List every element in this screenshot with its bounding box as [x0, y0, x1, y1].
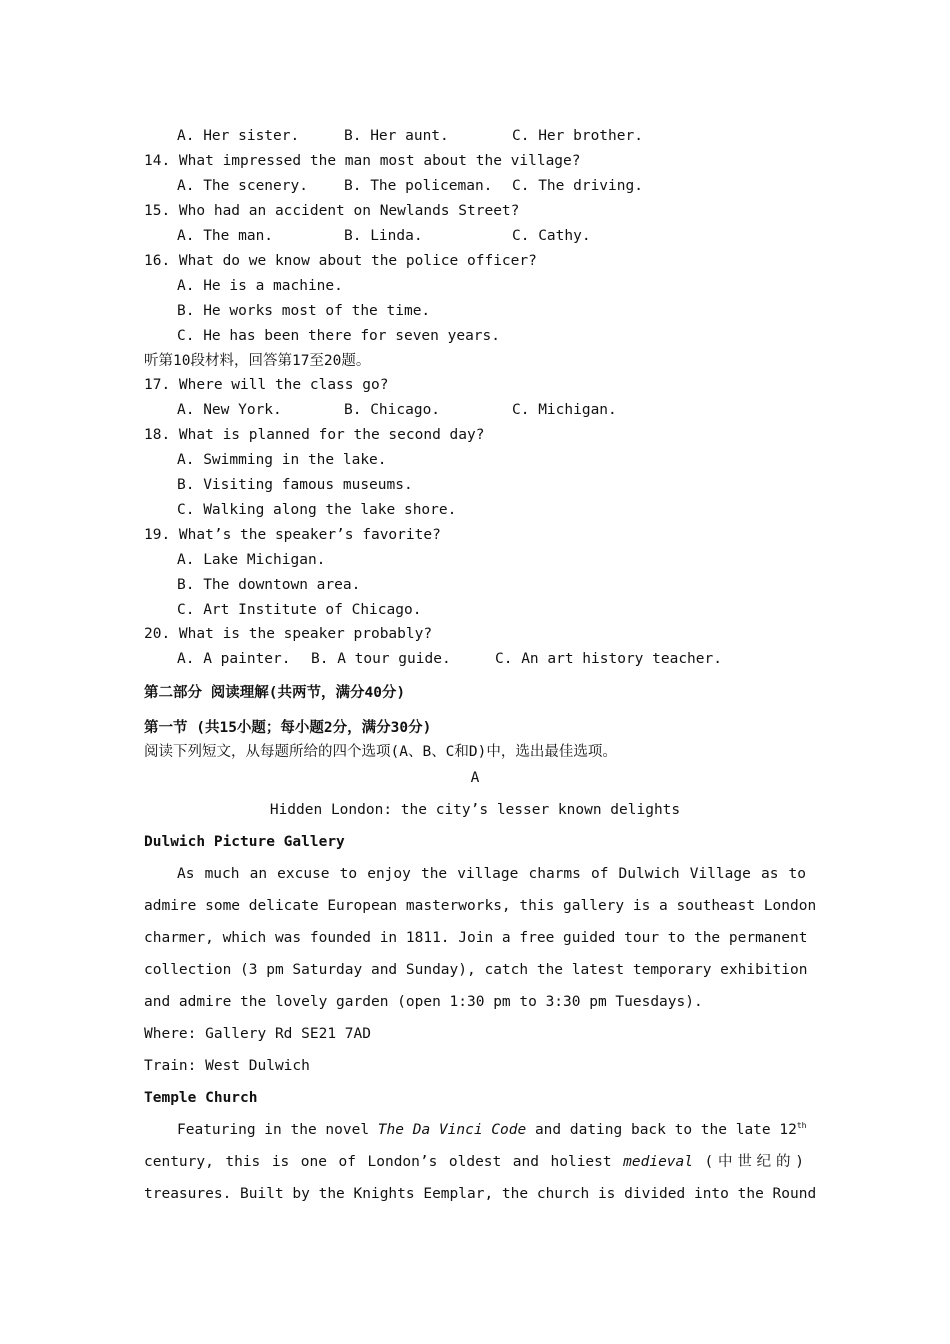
q16-question: 16. What do we know about the police officer? [144, 253, 537, 269]
q15-options [177, 224, 806, 249]
q16-option-a: A. He is a machine. [177, 278, 343, 294]
q14-option-a: A. The scenery. [177, 178, 308, 194]
temple-paragraph-line [144, 1146, 806, 1178]
q15-option-b: B. Linda. [344, 228, 423, 244]
q20-option-a: A. A painter. [177, 651, 291, 667]
temple-paragraph-line [177, 1114, 806, 1146]
temple-line1-text: Featuring in the novel [177, 1122, 370, 1138]
gallery-paragraph-line: collection (3 pm Saturday and Sunday), catch the latest temporary exhibition [144, 962, 808, 978]
gallery-paragraph-line: and admire the lovely garden (open 1:30 pm to 3:30 pm Tuesdays). [144, 994, 703, 1010]
q15-question: 15. Who had an accident on Newlands Street? [144, 203, 520, 219]
gallery-paragraph-line: admire some delicate European masterworks, this gallery is a southeast London [144, 898, 817, 914]
q19-option-b: B. The downtown area. [177, 577, 361, 593]
q18-option-c: C. Walking along the lake shore. [177, 502, 457, 518]
q16-option-b: B. He works most of the time. [177, 303, 431, 319]
q19-option-a: A. Lake Michigan. [177, 552, 326, 568]
medieval-gloss: (中世纪的) [704, 1154, 806, 1170]
q17-option-b: B. Chicago. [344, 402, 441, 418]
temple-paragraph-line: treasures. Built by the Knights Eemplar, the church is divided into the Round [144, 1186, 817, 1202]
passage-title: Hidden London: the city’s lesser known delights [269, 802, 681, 818]
q17-options [177, 398, 806, 423]
gallery-train: Train: West Dulwich [144, 1058, 310, 1074]
temple-line2-text: century, this is one of London’s oldest and holiest [144, 1154, 612, 1170]
gallery-paragraph-line: charmer, which was founded in 1811. Join a free guided tour to the permanent [144, 930, 808, 946]
q19-question: 19. What’s the speaker’s favorite? [144, 527, 441, 543]
q17-question: 17. Where will the class go? [144, 377, 389, 393]
q20-question: 20. What is the speaker probably? [144, 626, 433, 642]
q18-question: 18. What is planned for the second day? [144, 427, 485, 443]
q13-options [177, 124, 806, 149]
q20-option-c: C. An art history teacher. [495, 651, 722, 667]
q13-option-b: B. Her aunt. [344, 128, 449, 144]
q17-option-a: A. New York. [177, 402, 282, 418]
superscript-th: th [796, 1121, 807, 1130]
reading-instruction: 阅读下列短文，从每题所给的四个选项(A、B、C和D)中，选出最佳选项。 [144, 744, 617, 760]
temple-heading: Temple Church [144, 1090, 258, 1106]
q13-option-c: C. Her brother. [512, 128, 643, 144]
q18-option-a: A. Swimming in the lake. [177, 452, 387, 468]
part-two-heading: 第二部分 阅读理解(共两节，满分40分) [144, 685, 406, 701]
q14-option-b: B. The policeman. [344, 178, 493, 194]
q13-option-a: A. Her sister. [177, 128, 300, 144]
temple-line1-text: and dating back to the late 12th [534, 1121, 807, 1138]
q19-option-c: C. Art Institute of Chicago. [177, 602, 422, 618]
q18-option-b: B. Visiting famous museums. [177, 477, 413, 493]
book-title: The Da Vinci Code [377, 1122, 527, 1138]
q17-option-c: C. Michigan. [512, 402, 617, 418]
gallery-heading: Dulwich Picture Gallery [144, 834, 345, 850]
q20-options [177, 647, 806, 672]
listening-section-note: 听第10段材料，回答第17至20题。 [144, 353, 371, 369]
q14-options [177, 174, 806, 199]
q20-option-b: B. A tour guide. [311, 651, 451, 667]
gallery-paragraph-line: As much an excuse to enjoy the village charms of Dulwich Village as to [177, 866, 806, 882]
passage-letter: A [470, 770, 480, 786]
gallery-where: Where: Gallery Rd SE21 7AD [144, 1026, 371, 1042]
q14-question: 14. What impressed the man most about the village? [144, 153, 581, 169]
medieval-word: medieval [623, 1154, 693, 1170]
q16-option-c: C. He has been there for seven years. [177, 328, 501, 344]
section-one-heading: 第一节 (共15小题；每小题2分，满分30分) [144, 720, 432, 736]
q15-option-c: C. Cathy. [512, 228, 591, 244]
q14-option-c: C. The driving. [512, 178, 643, 194]
q15-option-a: A. The man. [177, 228, 274, 244]
